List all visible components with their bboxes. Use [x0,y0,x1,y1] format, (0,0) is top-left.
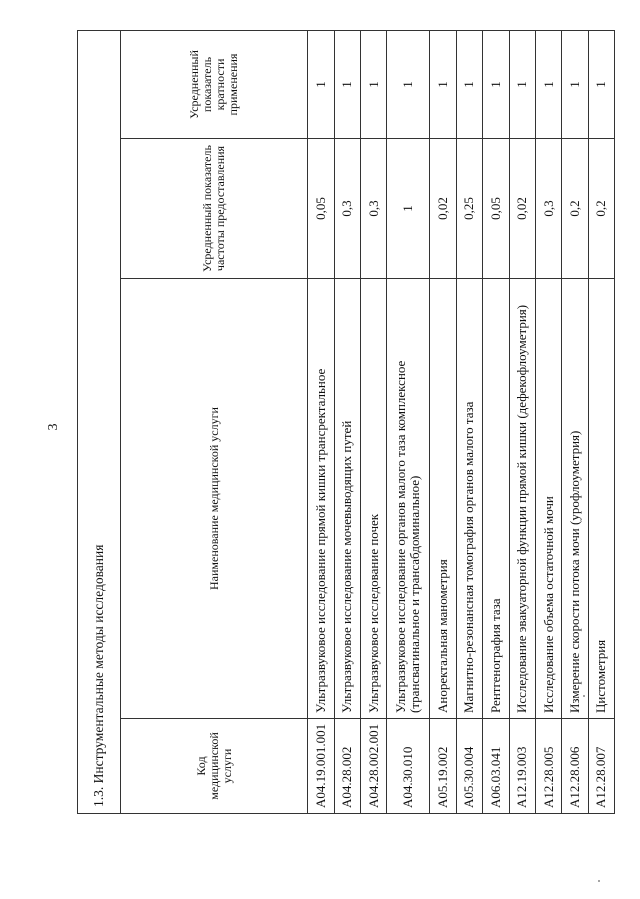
multiplicity-value: 1 [483,30,509,138]
service-code: A04.19.001.001 [308,719,334,814]
header-row [121,30,308,813]
table-row [483,30,509,813]
multiplicity-value: 1 [361,30,387,138]
service-name: Измерение скорости потока мочи (урофлоуметрия) [562,279,588,719]
table-row [387,30,430,813]
table-row [308,30,334,813]
frequency-value: 0,3 [334,139,360,279]
service-name: Ультразвуковое исследование прямой кишки трансректальное [308,279,334,719]
table-row [361,30,387,813]
multiplicity-value: 1 [334,30,360,138]
service-name: Аноректальная манометрия [430,279,456,719]
multiplicity-value: 1 [430,30,456,138]
service-code: A12.28.007 [588,719,614,814]
service-code: A12.19.003 [509,719,535,814]
service-name: Исследование объема остаточной мочи [535,279,561,719]
service-code: A12.28.006 [562,719,588,814]
table-row [588,30,614,813]
multiplicity-value: 1 [562,30,588,138]
header-code: Код медицинской услуги [121,719,308,814]
frequency-value: 0,3 [535,139,561,279]
service-code: A05.30.004 [456,719,482,814]
frequency-value: 1 [387,139,430,279]
header-name: Наименование медицинской услуги [121,279,308,719]
service-name: Рентгенография таза [483,279,509,719]
service-name: Цистометрия [588,279,614,719]
multiplicity-value: 1 [535,30,561,138]
service-code: A12.28.005 [535,719,561,814]
service-code: A05.19.002 [430,719,456,814]
scan-speck [583,695,585,697]
multiplicity-value: 1 [509,30,535,138]
multiplicity-value: 1 [387,30,430,138]
multiplicity-value: 1 [308,30,334,138]
rotated-table-container [77,31,615,814]
service-name: Ультразвуковое исследование органов малого таза комплексное (трансвагинальное и трансабдоминальное) [387,279,430,719]
multiplicity-value: 1 [456,30,482,138]
frequency-value: 0,3 [361,139,387,279]
service-name: Ультразвуковое исследование почек [361,279,387,719]
frequency-value: 0,05 [483,139,509,279]
scan-speck [598,880,600,882]
table-row [430,30,456,813]
table-row [334,30,360,813]
frequency-value: 0,25 [456,139,482,279]
service-code: A04.30.010 [387,719,430,814]
multiplicity-value: 1 [588,30,614,138]
service-name: Магнитно-резонансная томография органов малого таза [456,279,482,719]
frequency-value: 0,2 [562,139,588,279]
service-code: A04.28.002 [334,719,360,814]
service-code: A04.28.002.001 [361,719,387,814]
frequency-value: 0,02 [509,139,535,279]
table-row [509,30,535,813]
service-name: Исследование эвакуаторной функции прямой кишки (дефекофлоуметрия) [509,279,535,719]
frequency-value: 0,02 [430,139,456,279]
header-multiplicity: Усредненный показатель кратности применения [121,30,308,138]
section-title: 1.3. Инструментальные методы исследования [78,30,121,813]
service-name: Ультразвуковое исследование мочевыводящих путей [334,279,360,719]
frequency-value: 0,05 [308,139,334,279]
table-row [535,30,561,813]
header-frequency: Усредненный показатель частоты предоставления [121,139,308,279]
page-number: 3 [46,423,61,431]
frequency-value: 0,2 [588,139,614,279]
service-code: A06.03.041 [483,719,509,814]
table-row [456,30,482,813]
instrumental-methods-table [77,30,615,814]
